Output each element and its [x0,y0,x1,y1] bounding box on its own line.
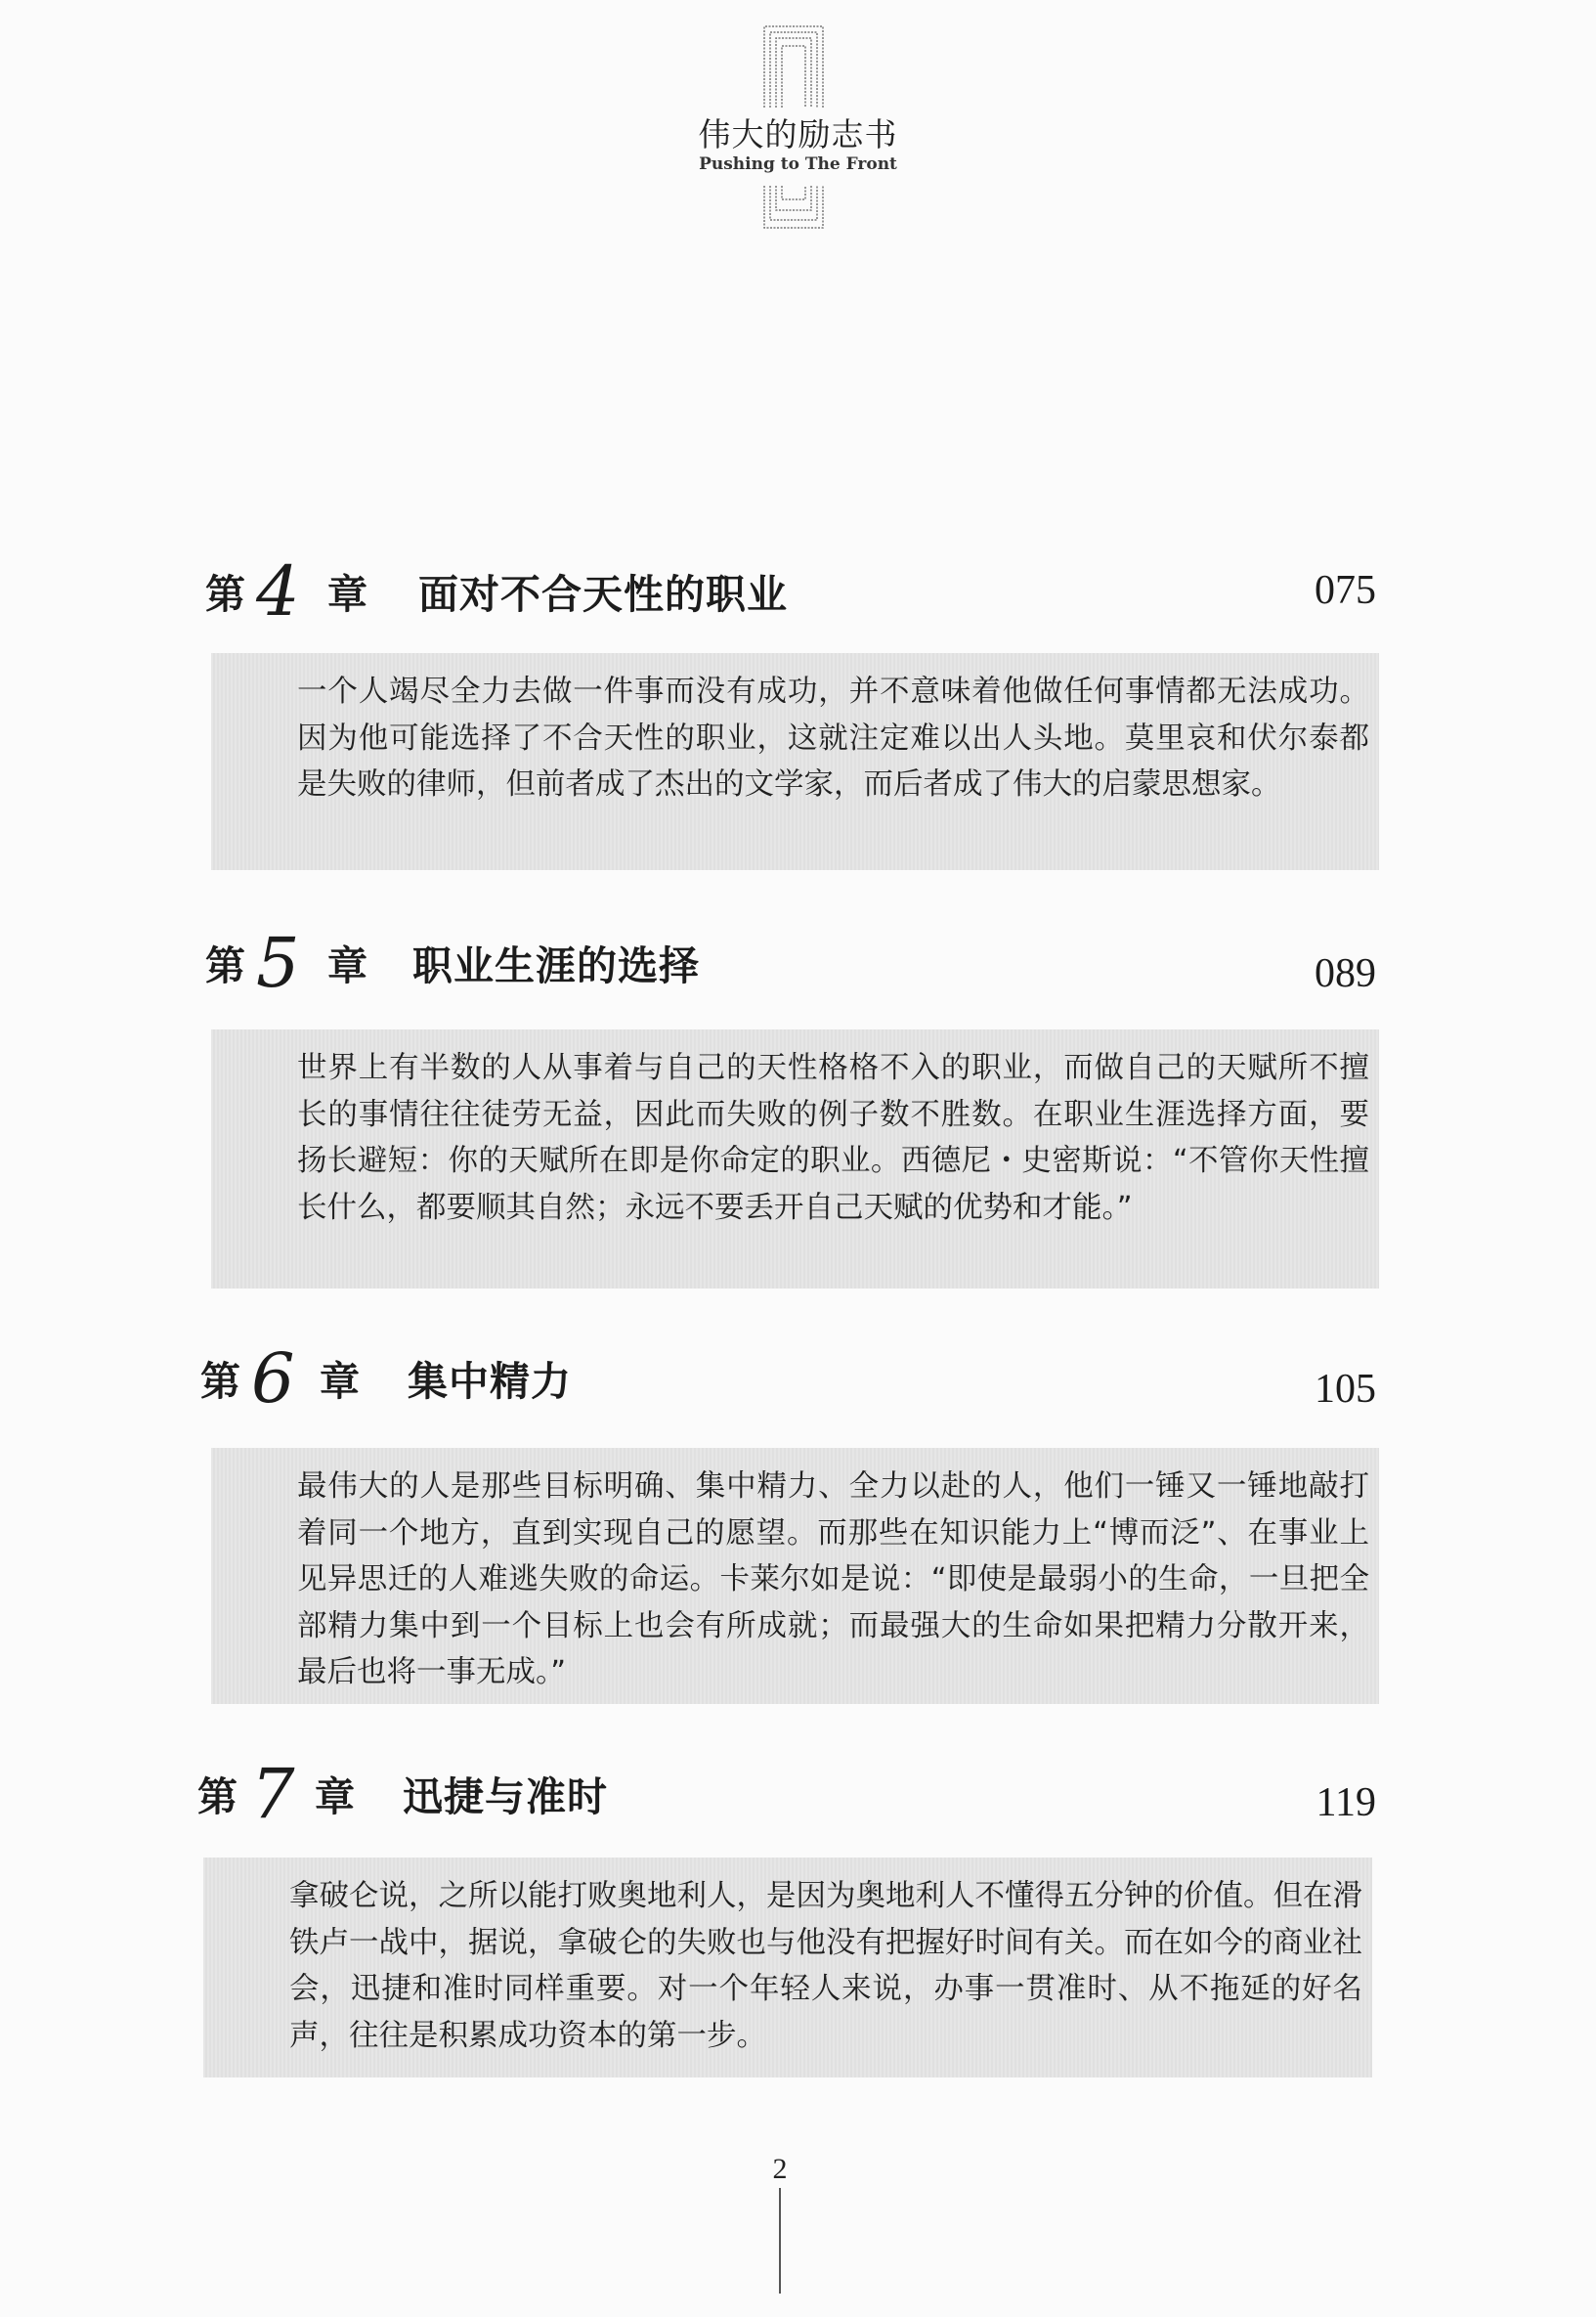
chapter-summary-box [203,1858,1372,2077]
chapter-prefix: 第 [205,571,245,618]
chapter-prefix: 第 [197,1773,237,1820]
chapter-heading[interactable] [205,547,1378,632]
chapter-suffix: 章 [320,1358,360,1405]
chapter-title: 迅捷与准时 [403,1773,608,1820]
page-number: 2 [772,2153,788,2185]
chapter-suffix: 章 [327,942,367,989]
chapter-prefix: 第 [205,942,245,989]
chapter-heading[interactable] [205,919,1378,1003]
chapter-prefix: 第 [200,1358,240,1405]
chapter-page-number: 089 [1315,951,1376,996]
page-divider-line [779,2188,781,2294]
chapter-title: 职业生涯的选择 [412,942,700,989]
chapter-summary: 最伟大的人是那些目标明确、集中精力、全力以赴的人，他们一锤又一锤地敲打着同一个地方，直到实现自己的愿望。而那些在知识能力上“博而泛”、在事业上见异思迁的人难逃失败的命运。卡莱尔如是说：“即使是最弱小的生命，一旦把全部精力集中到一个目标上也会有所成就；而最强大的生命如果把精力分散开来，最后也将一事无成。” [297,1469,1369,1689]
chapter-number: 6 [251,1338,295,1419]
chapter-heading[interactable] [200,1334,1373,1419]
book-title: 伟大的励志书 [698,115,898,153]
chapter-summary-box [211,1448,1379,1704]
chapter-suffix: 章 [315,1773,355,1820]
chapter-summary-box [211,653,1379,870]
book-subtitle: Pushing to The Front [699,154,897,174]
chapter-title: 集中精力 [408,1358,572,1405]
chapter-heading[interactable] [197,1750,1370,1834]
chapter-suffix: 章 [327,571,367,618]
chapter-number: 4 [256,551,300,632]
chapter-summary: 世界上有半数的人从事着与自己的天性格格不入的职业，而做自己的天赋所不擅长的事情往往徒劳无益，因此而失败的例子数不胜数。在职业生涯选择方面，要扬长避短：你的天赋所在即是你命定的职业。西德尼・史密斯说：“不管你天性擅长什么，都要顺其自然；永远不要丢开自己天赋的优势和才能。” [297,1051,1369,1225]
frame-ornament-bottom-icon [762,186,825,230]
chapter-summary-box [211,1029,1379,1289]
frame-ornament-top-icon [762,24,825,108]
chapter-page-number: 105 [1315,1367,1376,1412]
chapter-number: 7 [251,1754,295,1834]
chapter-title: 面对不合天性的职业 [418,571,788,618]
chapter-number: 5 [256,923,300,1003]
chapter-page-number: 075 [1315,568,1376,613]
chapter-summary: 一个人竭尽全力去做一件事而没有成功，并不意味着他做任何事情都无法成功。因为他可能选择了不合天性的职业，这就注定难以出人头地。莫里哀和伏尔泰都是失败的律师，但前者成了杰出的文学家，而后者成了伟大的启蒙思想家。 [297,675,1369,802]
chapter-page-number: 119 [1316,1780,1376,1825]
chapter-summary: 拿破仑说，之所以能打败奥地利人，是因为奥地利人不懂得五分钟的价值。但在滑铁卢一战中，据说，拿破仑的失败也与他没有把握好时间有关。而在如今的商业社会，迅捷和准时同样重要。对一个年轻人来说，办事一贯准时、从不拖延的好名声，往往是积累成功资本的第一步。 [289,1879,1362,2053]
